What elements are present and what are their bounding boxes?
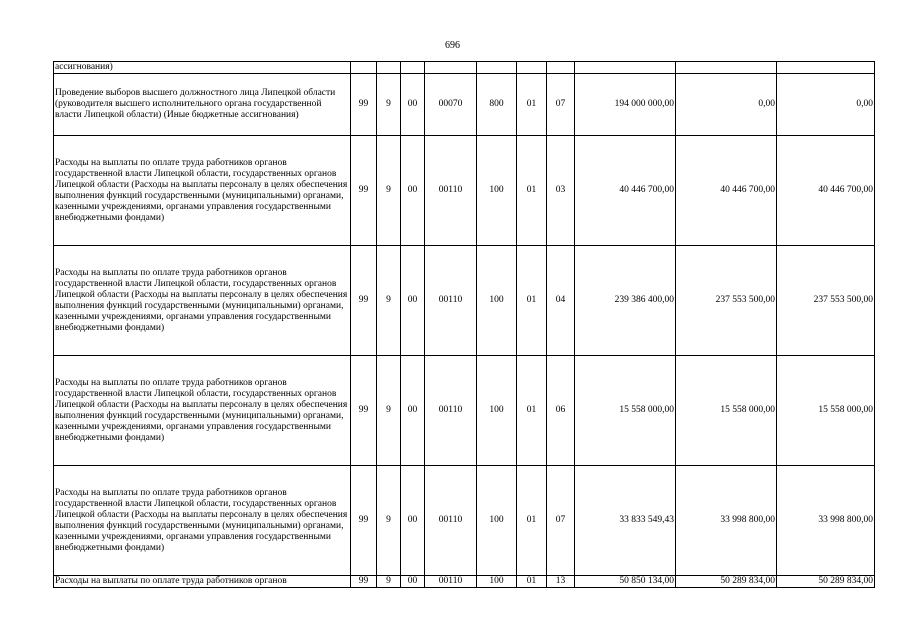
main-activity-code-cell [401, 62, 425, 74]
program-code-cell: 99 [351, 576, 377, 588]
direction-code-cell: 00110 [425, 356, 477, 466]
program-code-cell: 99 [351, 466, 377, 576]
amount-year1-cell: 33 833 549,43 [575, 466, 676, 576]
amount-year3-cell: 33 998 800,00 [777, 466, 875, 576]
amount-year1-cell: 239 386 400,00 [575, 246, 676, 356]
amount-year2-cell [676, 62, 777, 74]
row-name-cell: ассигнования) [54, 62, 351, 74]
table-row [54, 74, 875, 136]
subsection-cell: 06 [547, 356, 575, 466]
direction-code-cell: 00110 [425, 576, 477, 588]
main-activity-code-cell: 00 [401, 356, 425, 466]
program-code-cell: 99 [351, 74, 377, 136]
expense-type-cell: 100 [477, 246, 517, 356]
subsection-cell: 03 [547, 136, 575, 246]
expense-type-cell: 100 [477, 356, 517, 466]
budget-table [53, 61, 875, 588]
main-activity-code-cell: 00 [401, 466, 425, 576]
expense-type-cell: 100 [477, 136, 517, 246]
amount-year1-cell: 15 558 000,00 [575, 356, 676, 466]
row-name-cell: Проведение выборов высшего должностного лица Липецкой области (руководителя высшего исполнительного органа государственной власти Липецкой области) (Иные бюджетные ассигнования) [54, 74, 351, 136]
expense-type-cell [477, 62, 517, 74]
page-number: 696 [445, 40, 460, 51]
amount-year1-cell [575, 62, 676, 74]
subsection-cell [547, 62, 575, 74]
program-code-cell: 99 [351, 136, 377, 246]
section-cell [517, 62, 547, 74]
table-row [54, 576, 875, 588]
amount-year2-cell: 0,00 [676, 74, 777, 136]
subprogram-code-cell: 9 [377, 356, 401, 466]
subprogram-code-cell: 9 [377, 246, 401, 356]
main-activity-code-cell: 00 [401, 136, 425, 246]
subsection-cell: 13 [547, 576, 575, 588]
table-row [54, 136, 875, 246]
subprogram-code-cell [377, 62, 401, 74]
direction-code-cell: 00110 [425, 136, 477, 246]
amount-year1-cell: 40 446 700,00 [575, 136, 676, 246]
section-cell: 01 [517, 356, 547, 466]
table-row [54, 356, 875, 466]
table-row [54, 466, 875, 576]
amount-year2-cell: 33 998 800,00 [676, 466, 777, 576]
expense-type-cell: 800 [477, 74, 517, 136]
amount-year1-cell: 50 850 134,00 [575, 576, 676, 588]
subprogram-code-cell: 9 [377, 576, 401, 588]
row-name-cell: Расходы на выплаты по оплате труда работников органов государственной власти Липецкой области, государственных органов Липецкой области (Расходы на выплаты персоналу в целях обеспечения выполнения функций государственными (муниципальными) органами, казенными учреждениями, органами управления государственными внебюджетными фондами) [54, 246, 351, 356]
subprogram-code-cell: 9 [377, 466, 401, 576]
amount-year2-cell: 40 446 700,00 [676, 136, 777, 246]
subprogram-code-cell: 9 [377, 136, 401, 246]
section-cell: 01 [517, 576, 547, 588]
amount-year2-cell: 15 558 000,00 [676, 356, 777, 466]
table-row [54, 62, 875, 74]
table-row [54, 246, 875, 356]
amount-year3-cell: 15 558 000,00 [777, 356, 875, 466]
amount-year2-cell: 237 553 500,00 [676, 246, 777, 356]
direction-code-cell: 00110 [425, 246, 477, 356]
section-cell: 01 [517, 466, 547, 576]
row-name-cell: Расходы на выплаты по оплате труда работников органов государственной власти Липецкой области, государственных органов Липецкой области (Расходы на выплаты персоналу в целях обеспечения выполнения функций государственными (муниципальными) органами, казенными учреждениями, органами управления государственными внебюджетными фондами) [54, 136, 351, 246]
main-activity-code-cell: 00 [401, 74, 425, 136]
program-code-cell [351, 62, 377, 74]
row-name-cell: Расходы на выплаты по оплате труда работников органов [54, 576, 351, 588]
subsection-cell: 07 [547, 74, 575, 136]
direction-code-cell: 00070 [425, 74, 477, 136]
direction-code-cell [425, 62, 477, 74]
row-name-cell: Расходы на выплаты по оплате труда работников органов государственной власти Липецкой области, государственных органов Липецкой области (Расходы на выплаты персоналу в целях обеспечения выполнения функций государственными (муниципальными) органами, казенными учреждениями, органами управления государственными внебюджетными фондами) [54, 356, 351, 466]
amount-year3-cell: 50 289 834,00 [777, 576, 875, 588]
subsection-cell: 07 [547, 466, 575, 576]
program-code-cell: 99 [351, 356, 377, 466]
direction-code-cell: 00110 [425, 466, 477, 576]
amount-year3-cell [777, 62, 875, 74]
amount-year1-cell: 194 000 000,00 [575, 74, 676, 136]
section-cell: 01 [517, 136, 547, 246]
program-code-cell: 99 [351, 246, 377, 356]
amount-year3-cell: 40 446 700,00 [777, 136, 875, 246]
main-activity-code-cell: 00 [401, 576, 425, 588]
section-cell: 01 [517, 74, 547, 136]
subprogram-code-cell: 9 [377, 74, 401, 136]
expense-type-cell: 100 [477, 576, 517, 588]
subsection-cell: 04 [547, 246, 575, 356]
amount-year2-cell: 50 289 834,00 [676, 576, 777, 588]
amount-year3-cell: 0,00 [777, 74, 875, 136]
amount-year3-cell: 237 553 500,00 [777, 246, 875, 356]
section-cell: 01 [517, 246, 547, 356]
main-activity-code-cell: 00 [401, 246, 425, 356]
expense-type-cell: 100 [477, 466, 517, 576]
row-name-cell: Расходы на выплаты по оплате труда работников органов государственной власти Липецкой области, государственных органов Липецкой области (Расходы на выплаты персоналу в целях обеспечения выполнения функций государственными (муниципальными) органами, казенными учреждениями, органами управления государственными внебюджетными фондами) [54, 466, 351, 576]
